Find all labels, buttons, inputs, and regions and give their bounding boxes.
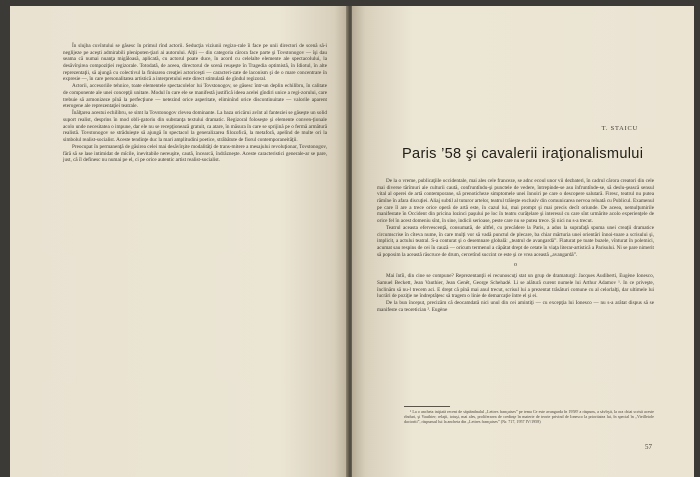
paragraph: Mai întîi, din cine se compune? Reprezentanţii ei recunoscuţi stat un grup de dramaturgi: Jacques Audiberti, Eugène Ionesco, Samuel Beckett, Jean Vauthier, Jean Genêt, George Schehadé. Li se alătură curent numele lui Arthur Adamov ¹. In ce priveşte, înclinăm să nu-l trecem aci. E drept că pînă mai anul trecut, scrisul lui a prezentat trăsături comune cu al celorlalţi, dar ultimele lui lucrări de poziţie ne îndreptăţesc să tragem o linie de demarcaţie între el şi ei. (377, 273, 654, 300)
paragraph: Teatrul aceasta efervescenţă, consumată, de altfel, cu precădere la Paris, a adus la suprafaţă spuma unei creaţii dramatice circumscrise în cîteva nume, în care mulţi vor să vadă punctul de plecare, ba chiar mărturia unei orientări înnoi-toare a scrisului şi, implicit, a actului teatral. S-a conturat şi o desemnare globală: „teatrul de avangardă”. Flaturat pe toate buzele, vînturat în polemici, acumat sau respins de cei în cauză — oricum termenul a căpătat drept de cetate în viaţa literar-artistică a Parisului. Ni se pare nimerit să poposim la această răscruce de drum, cercetînd succint ce este şi ce vrea această „avangardă”. (377, 224, 654, 258)
article-title: Paris ’58 şi cavalerii iraţionalismului (402, 146, 644, 162)
paragraph: În slujba cuvîntului se găsesc în primul rînd actorii. Seducţia viziunii regizo-rale îi face pe unii directori de scenă să-i neglijeze pe aceşti admirabili plenipoten-ţiari ai autorului. Alţii — din categoria cărora face parte şi Tovstonogov — îşi dau seama că numai nuanţa migăloasă, aplicată, cu actorul poate duce, în acord cu celelalte elemente ale spectacolului, la desăvîrşirea compoziţiei regizorale. Totodată, de aceea, directorul de scenă reuşeşte în Tragedia optimistă, în Idiotul, în alte reprezentaţii, să ajungă cu colectivul la finisarea creaţiei actoriceşti — caracteri-zate de laconism şi de o mare concentrare în expresie —, în care personalitatea artistică a interpretului este direct stimulată de gîndul regizoral. (63, 43, 327, 83)
paragraph: Înălţarea acestui echilibru, se simt la Tovstonogov clevea dominante. La baza oricărui avînt al fanteziei se găseşte un solid suport realist, desprins în mod obli-gatoriu din substanţa textului dramatic. Regizoral foloseşte şi elemente conven-ţionale acolo unde necesitatea o impune, dar ele nu se recepţionează gratuit, ca atare, în măsura în care se sprijină pe o fermă armătură realistă. Tovstonogov se străduieşte să ajungă în spectacol la generalizarea filozofică, la metaforă, apelînd de multe ori la simbolul realist-socialist. Aceste tendinţe duc la mari amplitudini poetice, străbătute de fiorul contemporaneităţii. (63, 110, 327, 143)
left-page-text-column (63, 43, 327, 164)
right-page (352, 6, 694, 477)
paragraph: Actorii, accesoriile tehnice, toate elementele spectacolelor lui Tovstonogov, se găsesc într-un deplin echilibru, în calitate de componente ale unei concepţii unitare. Modul în care ele se manifestă justifică ideea acelei gîndiri unice a regi-zorului, care trebuie să armonizeze pînă la perfecţiune — netezind orice asperitate, eliminînd orice discontinuitate — valorile aparent eterogene ale reprezentaţiei teatrale. (63, 83, 327, 110)
footnote-rule (404, 406, 450, 407)
paragraph: Preocupat în permanenţă de găsirea celei mai desăvîrşite modalităţi de trans-mitere a mesajului revoluţionar, Tovstonogov, fără să se lase intimidat de mîcile, inevitabile nereuşite, caută, încearcă, îndrăzneşte. Aceste caracteristici generale-ar se pare, just, că îl definesc nu numai pe el, ci pe orice autentic artist realist-socialist. (63, 144, 327, 164)
article-author: T. STAICU (601, 125, 638, 132)
right-page-text-column (377, 178, 654, 314)
paragraph: De la o vreme, publicaţiile occidentale, mai ales cele franceze, se adnc ecoul unor vii dezbateri, în cadrul cărora creatori din cele mai diverse tărîmuri ale culturii caută, confruntîndu-şi punctele de vedere, întrepinde-se asu înfruntînde-se, să deslu-şească sensul vital al operei de artă contemporane, să prenoticheze simptomele unei înnoiri pe care o descopere salutară. Firesc, teatrul nu putea rămîne în afara discuţiei. Aliaj subtil al tuturor artelor, teatrul trăieşte exclusiv din comunicarea nervoa reluată cu Publicul. Examenul pe care îl are a trece orice operă de artă este, în cazul lui, mai prompt şi mai precis decît oriunde. De aceea, nemulţumirile manifestate în Occident din pricina lozinci paşului pe loc în teatru curăţelare şi interesul cu care sînt urmărite acolo experienţele de orice fel în acest domeniu sînt, în sine, indicii serioase, peste care nu se putea trece. Şi nici nu s-a trecut. (377, 178, 654, 224)
book-spread (10, 6, 694, 477)
paragraph: De la bun început, precizăm că deocamdată nici unul din cei amintiţi — cu excepţia lui Ionesco — nu s-a arătat dispus să se manifeste ca teoretician ². Eugène (377, 300, 654, 313)
page-number: 57 (645, 443, 652, 451)
section-separator: o (514, 262, 517, 269)
footnote (404, 409, 654, 425)
left-page (10, 6, 348, 477)
footnote-text: ¹ La o ancheta iniţiată recent de săptămînalul „Lettres françaises” pe tema Ce este avangarda în 1958? a răspuns, a săvîrşit, la ora chiai scrisă aceste rînduri, şi Vauthier; relaţii, totuşi, mai ales, proliferarea de credinţe în materie de teorie privind de Ionesco la prioritatea lui, în special în „Vieilleiole dactoriti”, răspunsul lui la ancheta din „Lettres françaises” (Nr. 717, 1957 IV/1958) (404, 409, 654, 425)
